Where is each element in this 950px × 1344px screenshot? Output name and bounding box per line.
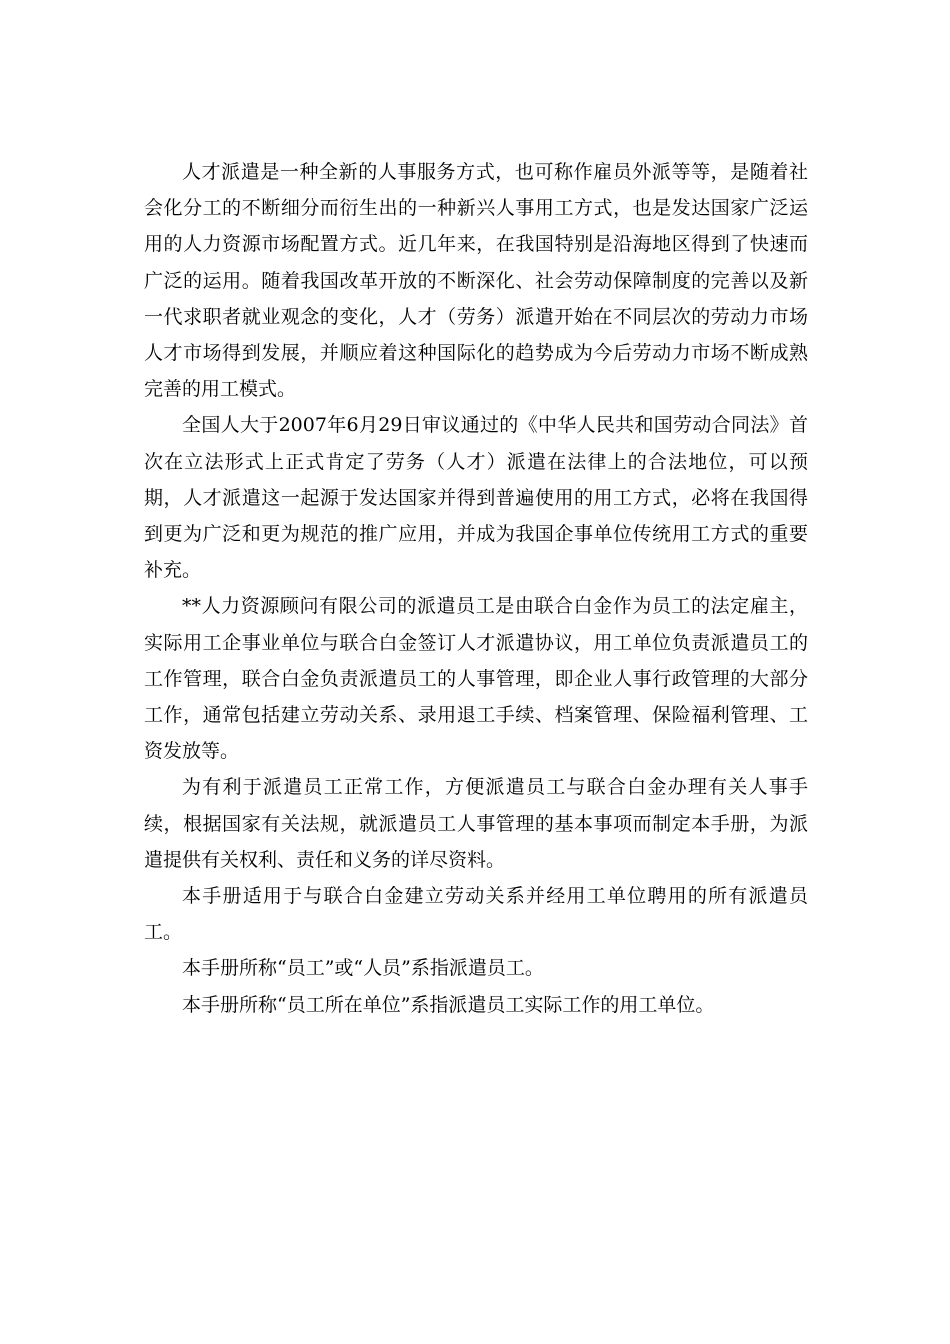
paragraph-handbook-purpose: 为有利于派遣员工正常工作，方便派遣员工与联合白金办理有关人事手续，根据国家有关法规，就派遣员工人事管理的基本事项而制定本手册，为派遣提供有关权利、责任和义务的详尽资料。	[144, 776, 808, 871]
paragraph-labor-law: 全国人大于2007年6月29日审议通过的《中华人民共和国劳动合同法》首次在立法形式上正式肯定了劳务（人才）派遣在法律上的合法地位，可以预期，人才派遣这一起源于发达国家并得到普遍使用的用工方式，必将在我国得到更为广泛和更为规范的推广应用，并成为我国企事单位传统用工方式的重要补充。	[144, 414, 808, 582]
paragraph-scope: 本手册适用于与联合白金建立劳动关系并经用工单位聘用的所有派遣员工。	[144, 885, 808, 944]
document-body	[144, 154, 808, 1023]
paragraph-intro: 人才派遣是一种全新的人事服务方式，也可称作雇员外派等等，是随着社会化分工的不断细分而衍生出的一种新兴人事用工方式，也是发达国家广泛运用的人力资源市场配置方式。近几年来，在我国特别是沿海地区得到了快速而广泛的运用。随着我国改革开放的不断深化、社会劳动保障制度的完善以及新一代求职者就业观念的变化，人才（劳务）派遣开始在不同层次的劳动力市场人才市场得到发展，并顺应着这种国际化的趋势成为今后劳动力市场不断成熟完善的用工模式。	[144, 161, 808, 401]
paragraph-definition-unit: 本手册所称“员工所在单位”系指派遣员工实际工作的用工单位。	[182, 993, 715, 1016]
paragraph-definition-employee: 本手册所称“员工”或“人员”系指派遣员工。	[182, 957, 544, 980]
paragraph-company-role: **人力资源顾问有限公司的派遣员工是由联合白金作为员工的法定雇主，实际用工企事业单位与联合白金签订人才派遣协议，用工单位负责派遣员工的工作管理，联合白金负责派遣员工的人事管理，即企业人事行政管理的大部分工作，通常包括建立劳动关系、录用退工手续、档案管理、保险福利管理、工资发放等。	[144, 595, 808, 763]
